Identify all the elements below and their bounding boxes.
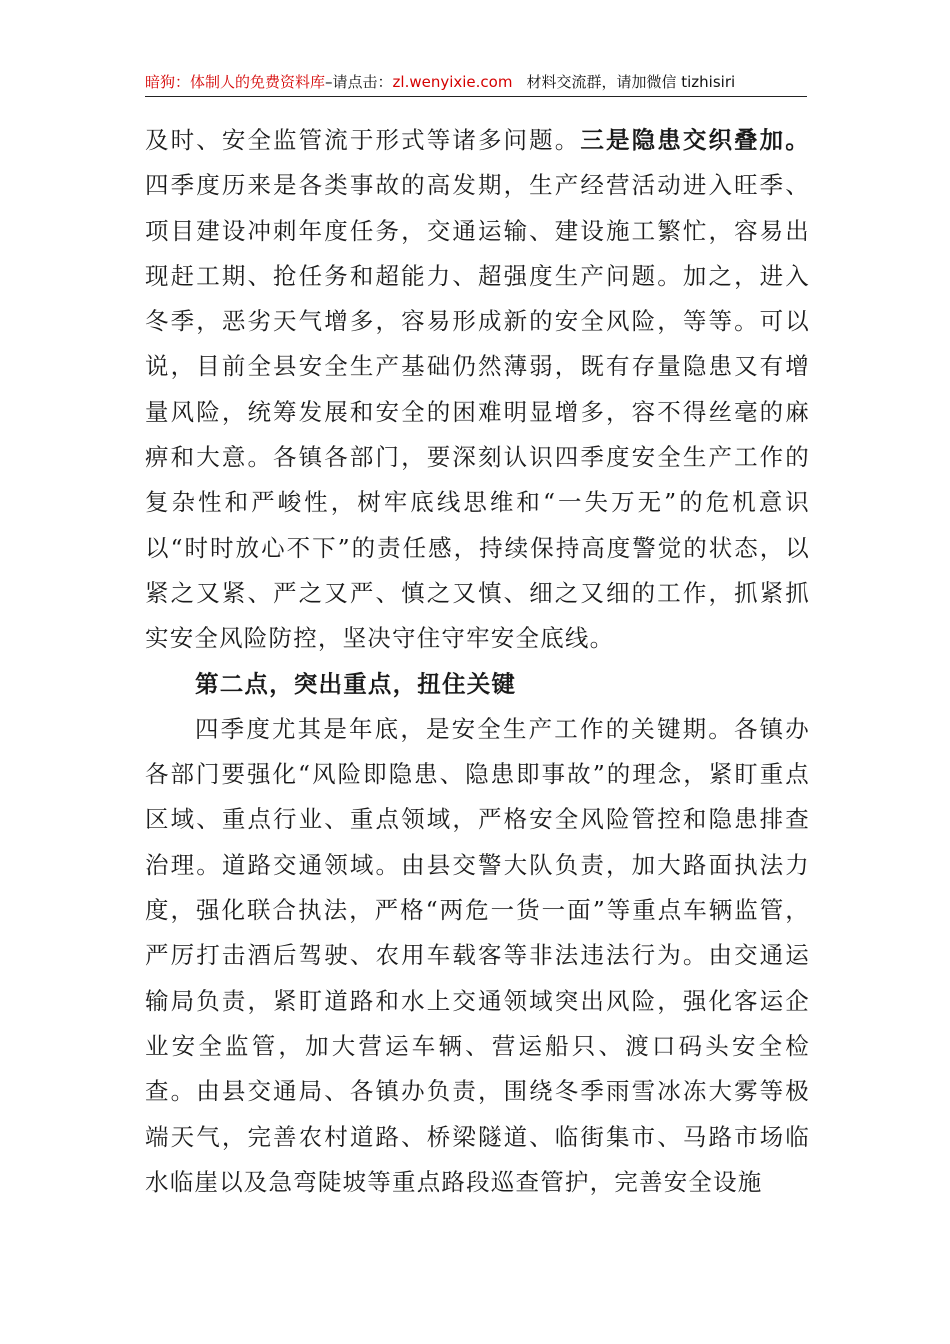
section-heading-2: 第二点，突出重点，扭住关键	[195, 669, 517, 698]
header-url-link[interactable]: zl.wenyixie.com	[392, 73, 513, 91]
paragraph-1-bold-phrase: 三是隐患交织叠加。	[580, 126, 810, 154]
header-brand: 暗狗：体制人的免费资料库	[145, 73, 326, 91]
paragraph-1-rest: 四季度历来是各类事故的高发期，生产经营活动进入旺季、项目建设冲刺年度任务，交通运输、建设施工繁忙，容易出现赶工期、抢任务和超能力、超强度生产问题。加之，进入冬季，恶劣天气增多，容易形成新的安全风险，等等。可以说，目前全县安全生产基础仍然薄弱，既有存量隐患又有增量风险，统筹发展和安全的困难明显增多，容不得丝毫的麻痹和大意。各镇各部门，要深刻认识四季度安全生产工作的复杂性和严峻性，树牢底线思维和“一失万无”的危机意识以“时时放心不下”的责任感，持续保持高度警觉的状态，以紧之又紧、严之又严、慎之又慎、细之又细的工作，抓紧抓实安全风险防控，坚决守住守牢安全底线。	[145, 171, 810, 653]
header-contact: 材料交流群，请加微信 tizhisiri	[526, 73, 736, 91]
paragraph-1	[145, 118, 810, 662]
paragraph-2: 四季度尤其是年底，是安全生产工作的关键期。各镇办各部门要强化“风险即隐患、隐患即事故”的理念，紧盯重点区域、重点行业、重点领域，严格安全风险管控和隐患排查治理。道路交通领域。由县交警大队负责，加大路面执法力度，强化联合执法，严格“两危一货一面”等重点车辆监管，严厉打击酒后驾驶、农用车载客等非法违法行为。由交通运输局负责，紧盯道路和水上交通领域突出风险，强化客运企业安全监管，加大营运车辆、营运船只、渡口码头安全检查。由县交通局、各镇办负责，围绕冬季雨雪冰冻大雾等极端天气，完善农村道路、桥梁隧道、临街集市、马路市场临水临崖以及急弯陡坡等重点路段巡查管护，完善安全设施	[145, 714, 810, 1196]
header-click-prefix: –请点击：	[325, 73, 393, 91]
paragraph-1-text: 及时、安全监管流于形式等诸多问题。	[145, 126, 581, 154]
document-body	[145, 118, 810, 1205]
page-header	[145, 68, 807, 97]
